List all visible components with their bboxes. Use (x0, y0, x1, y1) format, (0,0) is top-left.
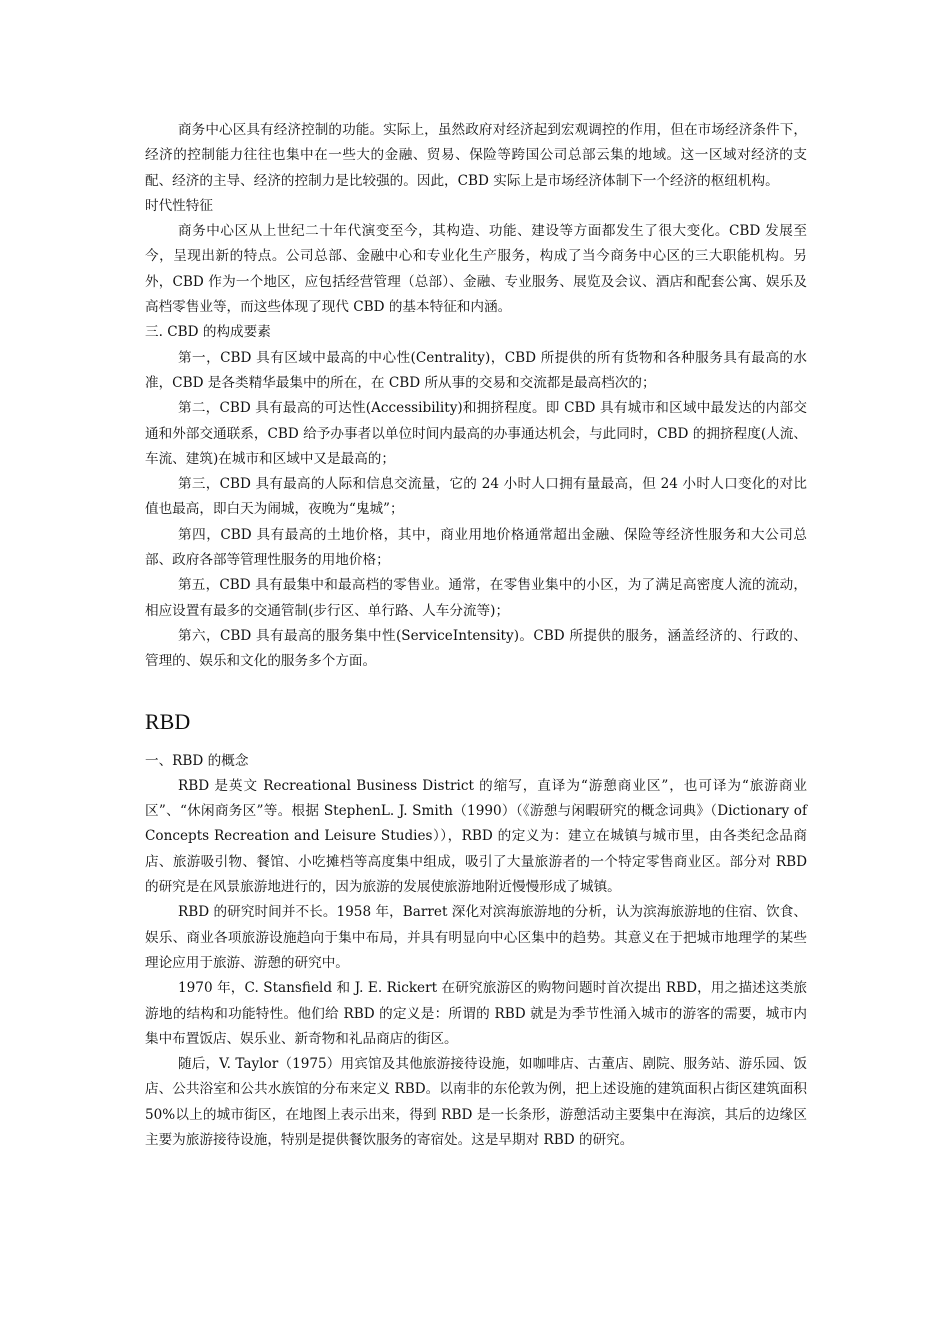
paragraph-rbd-1970: 1970 年，C. Stansfield 和 J. E. Rickert 在研究旅游区的购物问题时首次提出 RBD，用之描述这类旅游地的结构和功能特性。他们给 RBD 的定义是：所谓的 RBD 就是为季节性涌入城市的游客的需要，城市内集中布置饭店、娱乐业、新奇物和礼品商店的街区。 (145, 980, 807, 1047)
paragraph-element-fourth: 第四，CBD 具有最高的土地价格，其中，商业用地价格通常超出金融、保险等经济性服务和大公司总部、政府各部等管理性服务的用地价格； (145, 526, 807, 569)
heading-cbd-elements: 三. CBD 的构成要素 (145, 324, 271, 341)
paragraph-element-third: 第三，CBD 具有最高的人际和信息交流量，它的 24 小时人口拥有量最高，但 24 小时人口变化的对比值也最高，即白天为闹城，夜晚为“鬼城”； (145, 476, 807, 518)
paragraph-rbd-taylor: 随后，V. Taylor（1975）用宾馆及其他旅游接待设施，如咖啡店、古董店、剧院、服务站、游乐园、饭店、公共浴室和公共水族馆的分布来定义 RBD。以南非的东伦敦为例，把上述设施的建筑面积占街区建筑面积 50%以上的城市街区，在地图上表示出来，得到 RBD 是一长条形，游憩活动主要集中在海滨，其后的边缘区主要为旅游接待设施，特别是提供餐饮服务的寄宿处。这是早期对 RBD 的研究。 (145, 1056, 807, 1148)
heading-era-features: 时代性特征 (145, 197, 213, 214)
paragraph-element-first: 第一，CBD 具有区域中最高的中心性(Centrality)，CBD 所提供的所有货物和各种服务具有最高的水准，CBD 是各类精华最集中的所在，在 CBD 所从事的交易和交流都是最高档次的； (145, 349, 807, 391)
paragraph-era-features: 商务中心区从上世纪二十年代演变至今，其构造、功能、建设等方面都发生了很大变化。CBD 发展至今，呈现出新的特点。公司总部、金融中心和专业化生产服务，构成了当今商务中心区的三大职能机构。另外，CBD 作为一个地区，应包括经营管理（总部）、金融、专业服务、展览及会议、酒店和配套公寓、娱乐及高档零售业等，而这些体现了现代 CBD 的基本特征和内涵。 (145, 223, 807, 316)
paragraph-rbd-definition: RBD 是英文 Recreational Business District 的缩写，直译为“游憩商业区”，也可译为“旅游商业区”、“休闲商务区”等。根据 StephenL. J. Smith（1990）（《游憩与闲暇研究的概念词典》（Dictionary of Concepts Recreation and Leisure Studies）），RBD 的定义为：建立在城镇与城市里，由各类纪念品商店、旅游吸引物、餐馆、小吃摊档等高度集中组成，吸引了大量旅游者的一个特定零售商业区。部分对 RBD 的研究是在风景旅游地进行的，因为旅游的发展使旅游地附近慢慢形成了城镇。 (145, 777, 807, 896)
document-page (145, 118, 807, 1153)
heading-rbd-concept: 一、RBD 的概念 (145, 752, 249, 769)
paragraph-element-second: 第二，CBD 具有最高的可达性(Accessibility)和拥挤程度。即 CBD 具有城市和区域中最发达的内部交通和外部交通联系，CBD 给予办事者以单位时间内最高的办事通达机会，与此同时，CBD 的拥挤程度(人流、车流、建筑)在城市和区域中又是最高的； (145, 400, 807, 467)
section-title-rbd: RBD (145, 708, 191, 734)
paragraph-element-sixth: 第六，CBD 具有最高的服务集中性(ServiceIntensity)。CBD 所提供的服务，涵盖经济的、行政的、管理的、娱乐和文化的服务多个方面。 (145, 627, 807, 670)
paragraph-element-fifth: 第五，CBD 具有最集中和最高档的零售业。通常，在零售业集中的小区，为了满足高密度人流的流动，相应设置有最多的交通管制(步行区、单行路、人车分流等)； (145, 577, 807, 619)
paragraph-economic-control: 商务中心区具有经济控制的功能。实际上，虽然政府对经济起到宏观调控的作用，但在市场经济条件下，经济的控制能力往往也集中在一些大的金融、贸易、保险等跨国公司总部云集的地域。这一区域对经济的支配、经济的主导、经济的控制力是比较强的。因此，CBD 实际上是市场经济体制下一个经济的枢纽机构。 (145, 122, 807, 189)
paragraph-rbd-history: RBD 的研究时间并不长。1958 年，Barret 深化对滨海旅游地的分析，认为滨海旅游地的住宿、饮食、娱乐、商业各项旅游设施趋向于集中布局，并具有明显向中心区集中的趋势。其意义在于把城市地理学的某些理论应用于旅游、游憩的研究中。 (145, 904, 807, 971)
